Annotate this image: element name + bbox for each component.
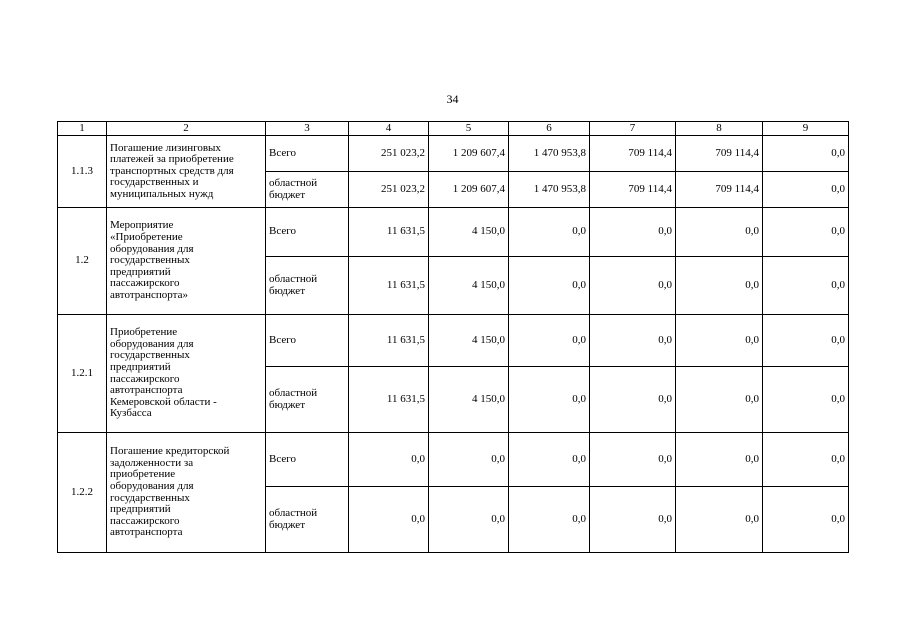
item-name-line: муниципальных нужд [110, 187, 214, 200]
column-number-3: 3 [266, 122, 349, 136]
value-cell: 0,0 [429, 433, 509, 487]
item-name-line: Кемеровской области - [110, 395, 217, 408]
item-name-line: Погашение кредиторской [110, 445, 230, 458]
value-cell: 0,0 [590, 257, 676, 315]
funding-source-line: областной [269, 506, 318, 519]
funding-source [266, 172, 349, 208]
value-cell: 0,0 [590, 367, 676, 433]
funding-source-line: Всего [269, 452, 296, 465]
item-code: 1.1.3 [58, 136, 107, 208]
item-name-line: государственных [110, 349, 190, 362]
item-name-line: Кузбасса [110, 407, 152, 420]
column-number-4: 4 [349, 122, 429, 136]
funding-source-line: бюджет [269, 188, 305, 201]
value-cell: 11 631,5 [349, 315, 429, 367]
funding-source [266, 487, 349, 553]
value-cell: 0,0 [763, 172, 849, 208]
value-cell: 4 150,0 [429, 208, 509, 257]
table-row [58, 315, 849, 367]
value-cell: 709 114,4 [676, 136, 763, 172]
value-cell: 0,0 [509, 257, 590, 315]
value-cell: 11 631,5 [349, 367, 429, 433]
value-cell: 709 114,4 [590, 172, 676, 208]
value-cell: 0,0 [676, 257, 763, 315]
value-cell: 0,0 [509, 433, 590, 487]
value-cell: 0,0 [676, 367, 763, 433]
funding-source-line: бюджет [269, 518, 305, 531]
funding-source-line: Всего [269, 146, 296, 159]
value-cell: 0,0 [349, 433, 429, 487]
value-cell: 4 150,0 [429, 367, 509, 433]
value-cell: 709 114,4 [590, 136, 676, 172]
value-cell: 1 470 953,8 [509, 136, 590, 172]
value-cell: 0,0 [509, 208, 590, 257]
item-name [107, 136, 266, 208]
item-name-line: оборудования для [110, 242, 194, 255]
item-name [107, 208, 266, 315]
item-name-line: задолженности за [110, 456, 194, 469]
item-name-line: Погашение лизинговых [110, 141, 221, 154]
item-name-line: пассажирского [110, 277, 180, 290]
item-name-line: предприятий [110, 503, 171, 516]
value-cell: 709 114,4 [676, 172, 763, 208]
page-number: 34 [446, 92, 459, 106]
column-number-5: 5 [429, 122, 509, 136]
table-row [58, 136, 849, 172]
value-cell: 1 209 607,4 [429, 172, 509, 208]
item-name-line: государственных [110, 491, 190, 504]
value-cell: 0,0 [590, 487, 676, 553]
item-name-line: автотранспорта [110, 526, 183, 539]
item-name [107, 315, 266, 433]
column-number-9: 9 [763, 122, 849, 136]
table-body [58, 136, 849, 553]
column-number-8: 8 [676, 122, 763, 136]
funding-source [266, 136, 349, 172]
value-cell: 0,0 [676, 487, 763, 553]
item-name-line: «Приобретение [110, 231, 183, 244]
table-header-row [58, 122, 849, 136]
item-code: 1.2.1 [58, 315, 107, 433]
value-cell: 0,0 [509, 315, 590, 367]
value-cell: 0,0 [590, 208, 676, 257]
budget-table [57, 121, 849, 553]
column-number-6: 6 [509, 122, 590, 136]
item-name-line: оборудования для [110, 337, 194, 350]
funding-source-line: Всего [269, 225, 296, 238]
value-cell: 1 209 607,4 [429, 136, 509, 172]
value-cell: 0,0 [509, 367, 590, 433]
item-name-line: пассажирского [110, 514, 180, 527]
funding-source [266, 433, 349, 487]
item-code: 1.2 [58, 208, 107, 315]
value-cell: 11 631,5 [349, 208, 429, 257]
column-number-2: 2 [107, 122, 266, 136]
value-cell: 0,0 [763, 433, 849, 487]
item-name-line: предприятий [110, 360, 171, 373]
value-cell: 11 631,5 [349, 257, 429, 315]
funding-source-line: областной [269, 176, 318, 189]
value-cell: 1 470 953,8 [509, 172, 590, 208]
value-cell: 0,0 [590, 433, 676, 487]
item-code: 1.2.2 [58, 433, 107, 553]
value-cell: 0,0 [763, 487, 849, 553]
item-name-line: Мероприятие [110, 219, 174, 232]
funding-source-line: бюджет [269, 398, 305, 411]
value-cell: 251 023,2 [349, 136, 429, 172]
table-row [58, 433, 849, 487]
item-name-line: оборудования для [110, 479, 194, 492]
item-name-line: платежей за приобретение [110, 153, 234, 166]
column-number-7: 7 [590, 122, 676, 136]
value-cell: 0,0 [590, 315, 676, 367]
funding-source-line: областной [269, 386, 318, 399]
funding-source [266, 257, 349, 315]
item-name-line: автотранспорта [110, 384, 183, 397]
value-cell: 0,0 [763, 315, 849, 367]
value-cell: 0,0 [509, 487, 590, 553]
value-cell: 0,0 [349, 487, 429, 553]
value-cell: 0,0 [676, 433, 763, 487]
funding-source [266, 208, 349, 257]
value-cell: 0,0 [763, 367, 849, 433]
value-cell: 4 150,0 [429, 257, 509, 315]
column-number-1: 1 [58, 122, 107, 136]
funding-source [266, 315, 349, 367]
item-name-line: пассажирского [110, 372, 180, 385]
item-name-line: автотранспорта» [110, 288, 188, 301]
value-cell: 0,0 [763, 208, 849, 257]
item-name-line: предприятий [110, 265, 171, 278]
table-row [58, 208, 849, 257]
value-cell: 4 150,0 [429, 315, 509, 367]
item-name-line: государственных [110, 254, 190, 267]
value-cell: 0,0 [763, 257, 849, 315]
funding-source-line: Всего [269, 333, 296, 346]
item-name-line: приобретение [110, 468, 176, 481]
value-cell: 0,0 [676, 208, 763, 257]
value-cell: 0,0 [676, 315, 763, 367]
funding-source-line: областной [269, 272, 318, 285]
item-name-line: транспортных средств для [110, 164, 234, 177]
value-cell: 0,0 [429, 487, 509, 553]
item-name [107, 433, 266, 553]
value-cell: 0,0 [763, 136, 849, 172]
funding-source [266, 367, 349, 433]
item-name-line: Приобретение [110, 326, 178, 339]
item-name-line: государственных и [110, 176, 199, 189]
value-cell: 251 023,2 [349, 172, 429, 208]
funding-source-line: бюджет [269, 284, 305, 297]
